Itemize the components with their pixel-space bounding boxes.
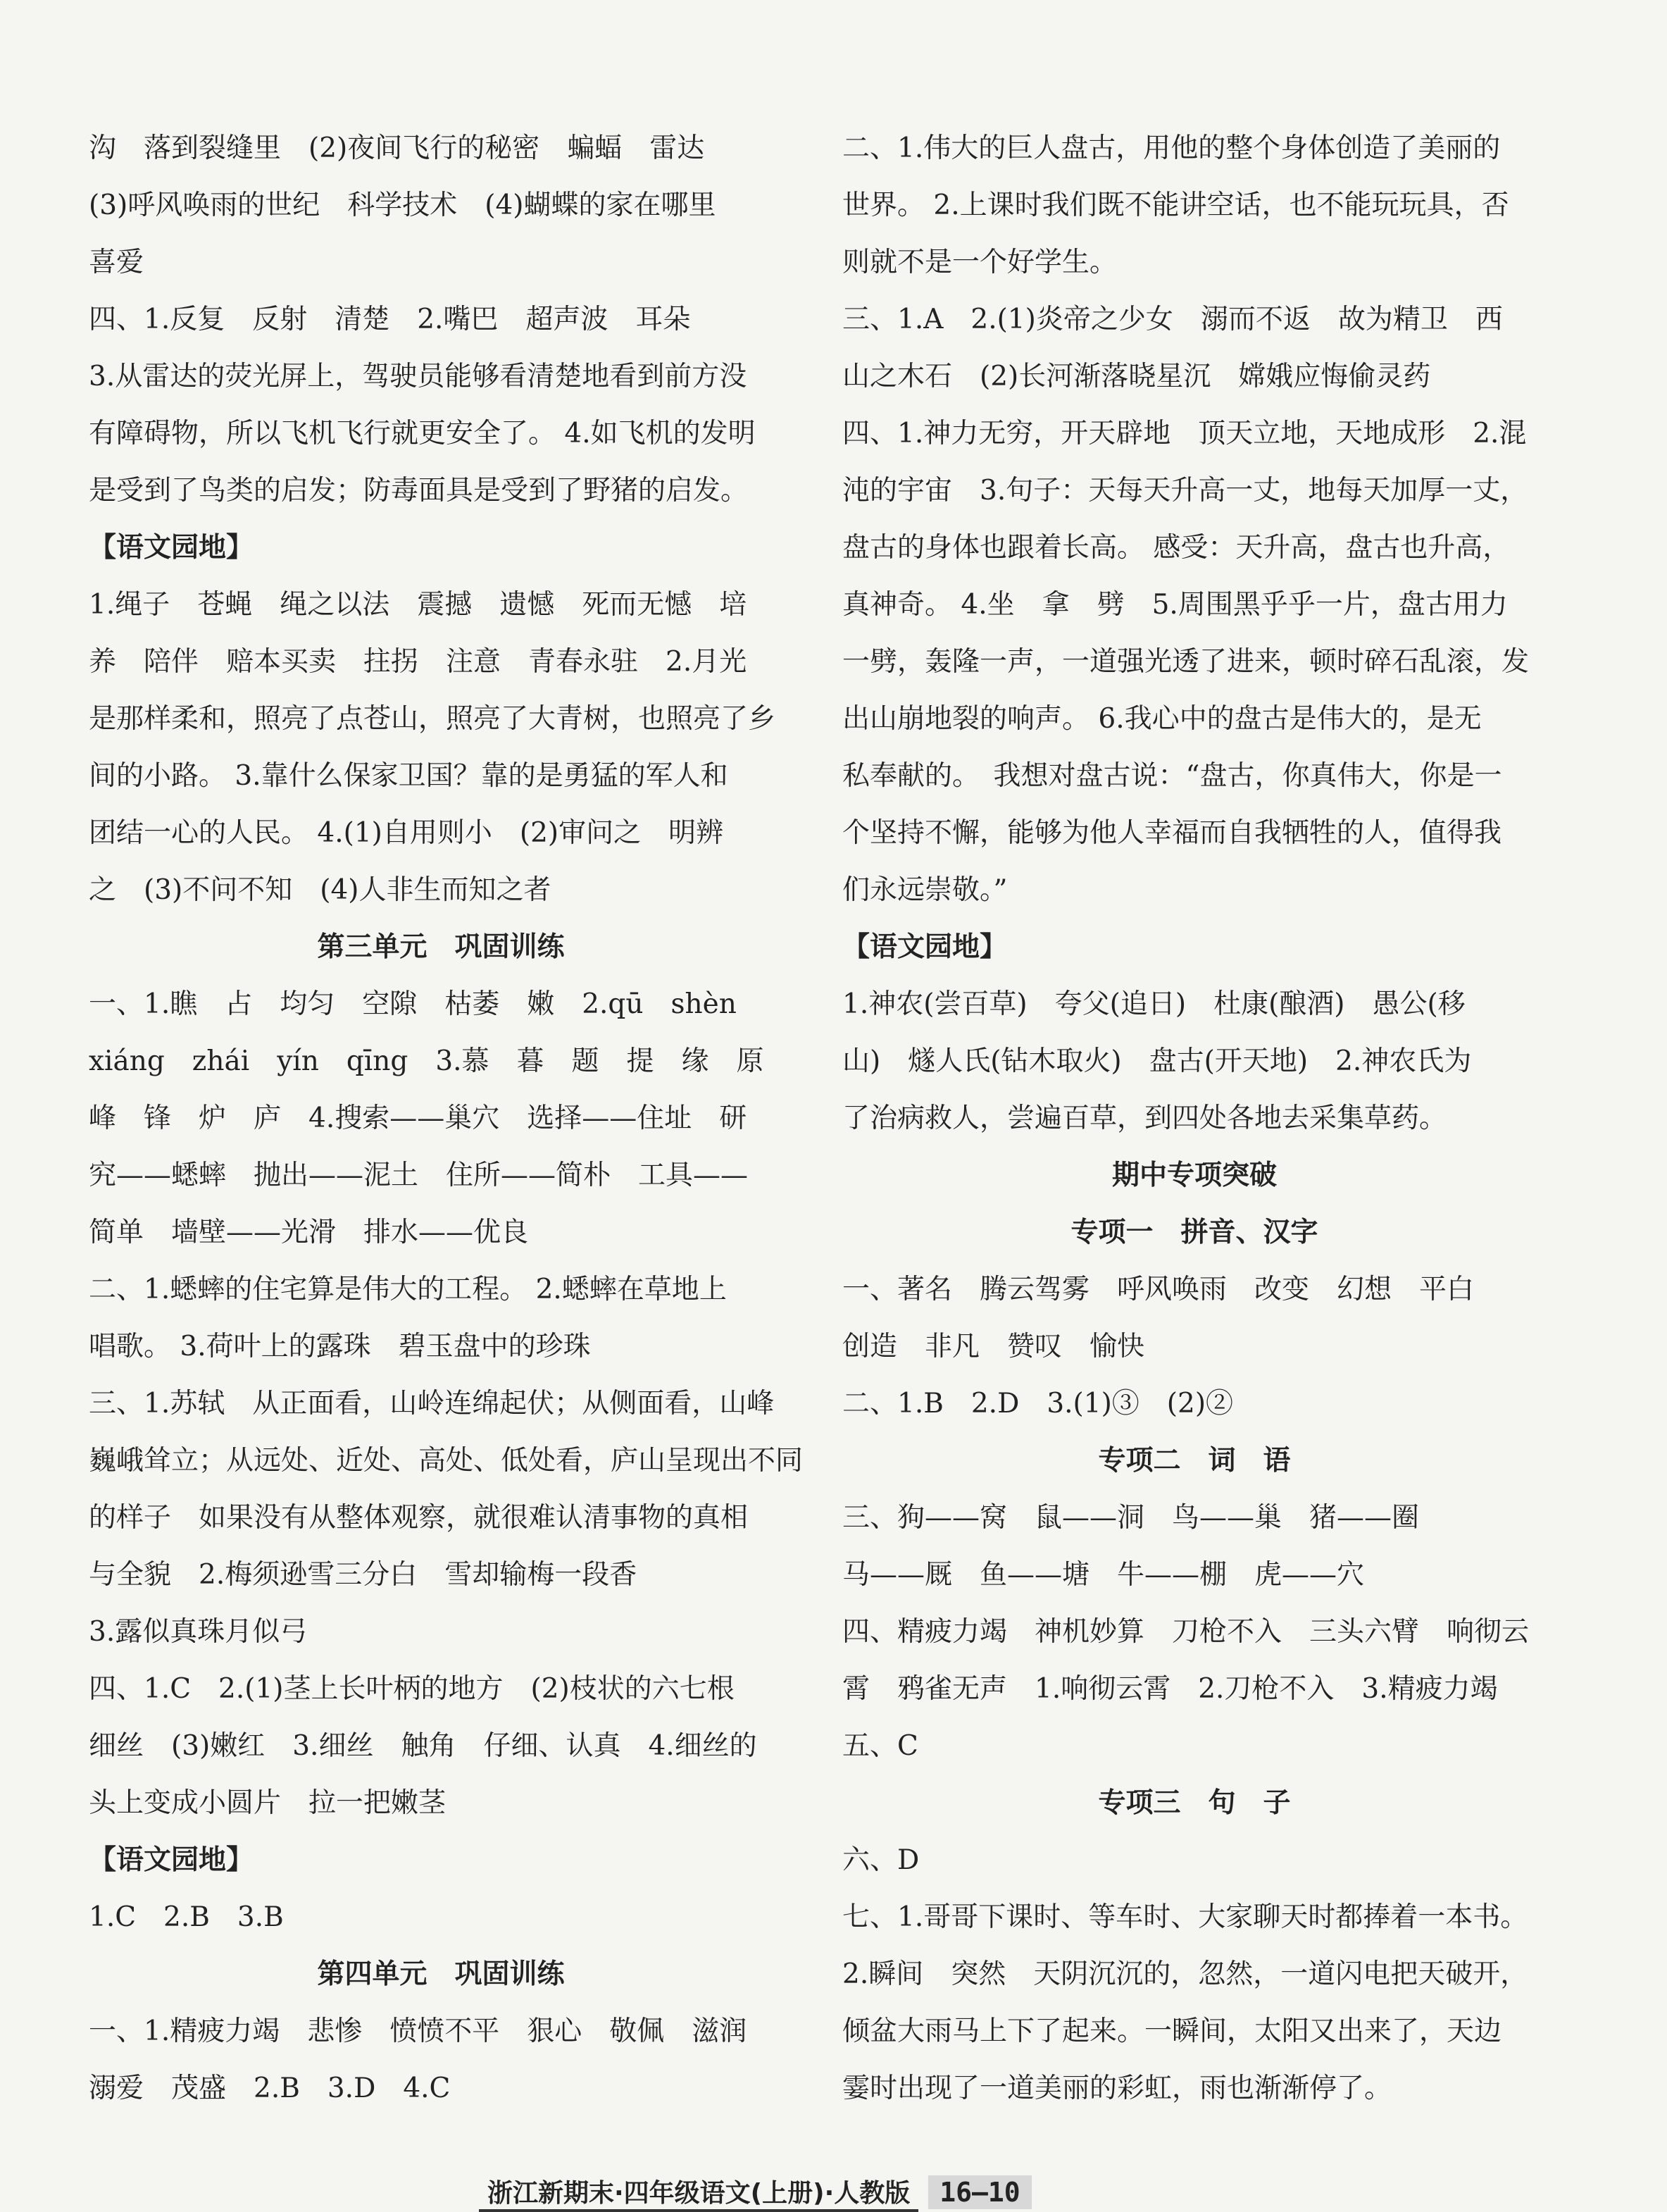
- text-line: 三、1.苏轼 从正面看，山岭连绵起伏；从侧面看，山峰: [89, 1388, 775, 1419]
- subsection-heading: 【语文园地】: [89, 1844, 254, 1876]
- section-heading: 专项三 句 子: [1098, 1787, 1291, 1819]
- text-line: 细丝 (3)嫩红 3.细丝 触角 仔细、认真 4.细丝的: [89, 1730, 757, 1762]
- text-line: 1.绳子 苍蝇 绳之以法 震撼 遗憾 死而无憾 培: [89, 589, 747, 621]
- text-line: 有障碍物，所以飞机飞行就更安全了。 4.如飞机的发明: [89, 418, 756, 449]
- section-heading: 第三单元 巩固训练: [317, 931, 565, 963]
- text-line: 个坚持不懈，能够为他人幸福而自我牺牲的人，值得我: [842, 817, 1502, 849]
- text-line: 3.露似真珠月似弓: [89, 1616, 308, 1648]
- text-line: 们永远崇敬。”: [842, 874, 1008, 906]
- page-number: 16—10: [928, 2175, 1031, 2209]
- text-line: 霄 鸦雀无声 1.响彻云霄 2.刀枪不入 3.精疲力竭: [842, 1673, 1498, 1705]
- text-line: 2.瞬间 突然 天阴沉沉的，忽然，一道闪电把天破开，: [842, 1958, 1528, 1990]
- text-line: 峰 锋 炉 庐 4.搜索——巢穴 选择——住址 研: [89, 1102, 747, 1134]
- text-line: (3)呼风唤雨的世纪 科学技术 (4)蝴蝶的家在哪里: [89, 189, 716, 221]
- text-line: 七、1.哥哥下课时、等车时、大家聊天时都捧着一本书。: [842, 1901, 1528, 1933]
- text-line: 一、1.精疲力竭 悲惨 愤愤不平 狠心 敬佩 滋润: [89, 2015, 747, 2047]
- text-line: 一、著名 腾云驾雾 呼风唤雨 改变 幻想 平白: [842, 1274, 1475, 1305]
- right-column: [842, 120, 1547, 2117]
- text-line: 间的小路。 3.靠什么保家卫国？靠的是勇猛的军人和: [89, 760, 728, 792]
- section-heading: 专项一 拼音、汉字: [1070, 1216, 1318, 1248]
- text-line: 私奉献的。 我想对盘古说：“盘古，你真伟大，你是一: [842, 760, 1502, 792]
- text-line: 四、1.C 2.(1)茎上长叶柄的地方 (2)枝状的六七根: [89, 1673, 735, 1705]
- text-line: 六、D: [842, 1844, 920, 1876]
- text-line: 溺爱 茂盛 2.B 3.D 4.C: [89, 2073, 451, 2104]
- text-line: 沌的宇宙 3.句子：天每天升高一丈，地每天加厚一丈，: [842, 475, 1528, 507]
- text-line: 1.C 2.B 3.B: [89, 1901, 284, 1933]
- text-line: 二、1.伟大的巨人盘古，用他的整个身体创造了美丽的: [842, 132, 1501, 164]
- text-line: 二、1.B 2.D 3.(1)③ (2)②: [842, 1388, 1234, 1419]
- text-line: 四、1.反复 反射 清楚 2.嘴巴 超声波 耳朵: [89, 304, 691, 335]
- text-line: 1.神农(尝百草) 夸父(追日) 杜康(酿酒) 愚公(移: [842, 988, 1466, 1020]
- left-column: [89, 120, 804, 2117]
- text-line: 究——蟋蟀 抛出——泥土 住所——简朴 工具——: [89, 1160, 749, 1191]
- text-line: 五、C: [842, 1730, 918, 1762]
- text-line: 是那样柔和，照亮了点苍山，照亮了大青树，也照亮了乡: [89, 703, 776, 735]
- text-line: 是受到了鸟类的启发；防毒面具是受到了野猪的启发。: [89, 475, 749, 507]
- text-line: 三、狗——窝 鼠——洞 鸟——巢 猪——圈: [842, 1502, 1420, 1534]
- text-line: xiáng zhái yín qīng 3.慕 暮 题 提 缘 原: [89, 1045, 764, 1077]
- text-line: 则就不是一个好学生。: [842, 247, 1118, 278]
- subsection-heading: 【语文园地】: [89, 531, 254, 564]
- text-line: 倾盆大雨马上下了起来。一瞬间，太阳又出来了，天边: [842, 2015, 1502, 2047]
- text-line: 马——厩 鱼——塘 牛——棚 虎——穴: [842, 1559, 1365, 1591]
- text-line: 唱歌。 3.荷叶上的露珠 碧玉盘中的珍珠: [89, 1331, 591, 1362]
- text-line: 沟 落到裂缝里 (2)夜间飞行的秘密 蝙蝠 雷达: [89, 132, 705, 164]
- text-line: 与全貌 2.梅须逊雪三分白 雪却输梅一段香: [89, 1559, 637, 1591]
- text-line: 一、1.瞧 占 均匀 空隙 枯萎 嫩 2.qū shèn: [89, 988, 737, 1020]
- text-line: 霎时出现了一道美丽的彩虹，雨也渐渐停了。: [842, 2073, 1392, 2104]
- text-line: 世界。 2.上课时我们既不能讲空话，也不能玩玩具，否: [842, 189, 1509, 221]
- text-line: 简单 墙壁——光滑 排水——优良: [89, 1217, 529, 1248]
- text-line: 四、1.神力无穷，开天辟地 顶天立地，天地成形 2.混: [842, 418, 1527, 449]
- text-line: 了治病救人，尝遍百草，到四处各地去采集草药。: [842, 1102, 1447, 1134]
- text-line: 养 陪伴 赔本买卖 拄拐 注意 青春永驻 2.月光: [89, 646, 747, 678]
- text-line: 头上变成小圆片 拉一把嫩茎: [89, 1787, 447, 1819]
- text-line: 之 (3)不问不知 (4)人非生而知之者: [89, 874, 551, 906]
- text-line: 盘古的身体也跟着长高。 感受：天升高，盘古也升高，: [842, 532, 1511, 564]
- book-title: 浙江新期末·四年级语文(上册)·人教版: [479, 2173, 918, 2212]
- text-line: 山) 燧人氏(钻木取火) 盘古(开天地) 2.神农氏为: [842, 1045, 1472, 1077]
- text-line: 三、1.A 2.(1)炎帝之少女 溺而不返 故为精卫 西: [842, 304, 1503, 335]
- text-line: 3.从雷达的荧光屏上，驾驶员能够看清楚地看到前方没: [89, 361, 747, 392]
- text-line: 山之木石 (2)长河渐落晓星沉 嫦娥应悔偷灵药: [842, 361, 1431, 392]
- text-line: 四、精疲力竭 神机妙算 刀枪不入 三头六臂 响彻云: [842, 1616, 1530, 1648]
- text-line: 一劈，轰隆一声，一道强光透了进来，顿时碎石乱滚，发: [842, 646, 1530, 678]
- section-heading: 专项二 词 语: [1098, 1444, 1291, 1477]
- section-heading: 第四单元 巩固训练: [317, 1958, 565, 1990]
- text-line: 团结一心的人民。 4.(1)自用则小 (2)审问之 明辨: [89, 817, 724, 849]
- text-line: 喜爱: [89, 247, 144, 278]
- section-heading: 期中专项突破: [1111, 1159, 1277, 1191]
- subsection-heading: 【语文园地】: [842, 931, 1008, 963]
- text-line: 的样子 如果没有从整体观察，就很难认清事物的真相: [89, 1502, 749, 1534]
- text-line: 二、1.蟋蟀的住宅算是伟大的工程。 2.蟋蟀在草地上: [89, 1274, 727, 1305]
- text-line: 真神奇。 4.坐 拿 劈 5.周围黑乎乎一片，盘古用力: [842, 589, 1508, 621]
- page-footer: [479, 2173, 1032, 2211]
- text-line: 创造 非凡 赞叹 愉快: [842, 1331, 1145, 1362]
- text-line: 巍峨耸立；从远处、近处、高处、低处看，庐山呈现出不同: [89, 1445, 804, 1477]
- text-line: 出山崩地裂的响声。 6.我心中的盘古是伟大的，是无: [842, 703, 1482, 735]
